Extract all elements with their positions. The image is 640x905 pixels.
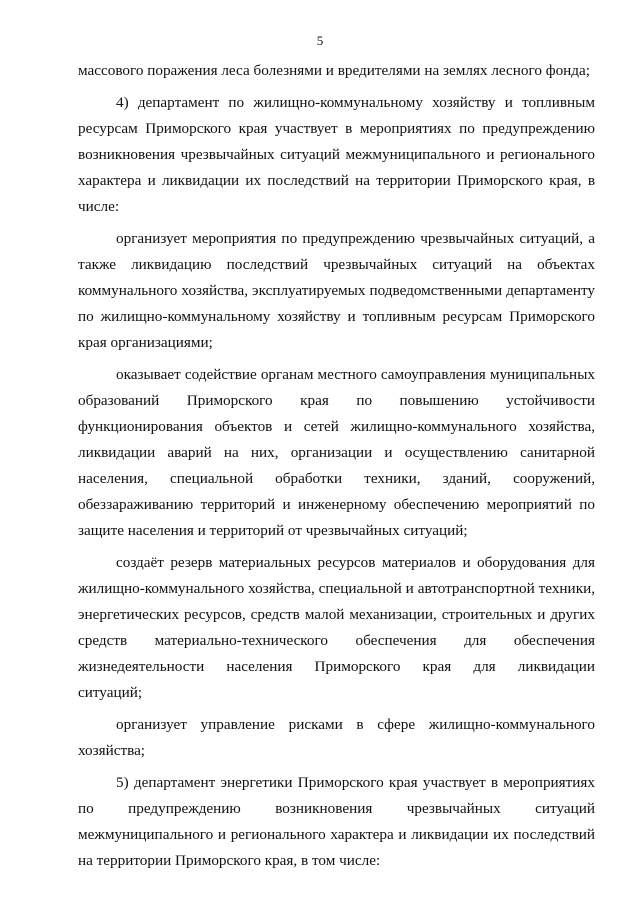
text-line: функционирования объектов и сетей жилищно-коммунального хозяйства,: [78, 418, 595, 435]
text-line: характера и ликвидации их последствий на территории Приморского края, в: [78, 172, 595, 189]
text-line: оказывает содействие органам местного самоуправления муниципальных: [116, 366, 595, 383]
text-line: организует мероприятия по предупреждению чрезвычайных ситуаций, а: [116, 230, 595, 247]
text-line: защите населения и территорий от чрезвычайных ситуаций;: [78, 522, 468, 539]
text-line: средств материально-технического обеспечения для обеспечения: [78, 632, 595, 649]
text-line: ресурсам Приморского края участвует в мероприятиях по предупреждению: [78, 120, 595, 137]
text-line: по жилищно-коммунальному хозяйству и топливным ресурсам Приморского: [78, 308, 595, 325]
text-line: также ликвидацию последствий чрезвычайных ситуаций на объектах: [78, 256, 595, 273]
text-line: 4) департамент по жилищно-коммунальному хозяйству и топливным: [116, 94, 595, 111]
text-line: жилищно-коммунального хозяйства, специальной и автотранспортной техники,: [78, 580, 595, 597]
text-line: жизнедеятельности населения Приморского края для ликвидации: [78, 658, 595, 675]
text-line: обеззараживанию территорий и инженерному обеспечению мероприятий по: [78, 496, 595, 513]
text-line: числе:: [78, 198, 120, 215]
document-body: [78, 58, 595, 874]
page-number: 5: [316, 33, 324, 48]
text-line: края организациями;: [78, 334, 213, 351]
text-line: на территории Приморского края, в том числе:: [78, 852, 381, 869]
text-line: по предупреждению возникновения чрезвычайных ситуаций: [78, 800, 595, 817]
text-line: хозяйства;: [78, 742, 146, 759]
text-line: массового поражения леса болезнями и вредителями на землях лесного фонда;: [78, 62, 590, 79]
text-line: ситуаций;: [78, 684, 143, 701]
text-line: создаёт резерв материальных ресурсов материалов и оборудования для: [116, 554, 595, 571]
text-line: населения, специальной обработки техники, зданий, сооружений,: [78, 470, 595, 487]
text-line: возникновения чрезвычайных ситуаций межмуниципального и регионального: [78, 146, 595, 163]
text-line: образований Приморского края по повышению устойчивости: [78, 392, 595, 409]
text-line: коммунального хозяйства, эксплуатируемых подведомственными департаменту: [78, 282, 595, 299]
text-line: энергетических ресурсов, средств малой механизации, строительных и других: [78, 606, 595, 623]
text-line: 5) департамент энергетики Приморского края участвует в мероприятиях: [116, 774, 595, 791]
text-line: межмуниципального и регионального характера и ликвидации их последствий: [78, 826, 595, 843]
text-line: организует управление рисками в сфере жилищно-коммунального: [116, 716, 595, 733]
text-line: ликвидации аварий на них, организации и осуществлению санитарной: [78, 444, 595, 461]
